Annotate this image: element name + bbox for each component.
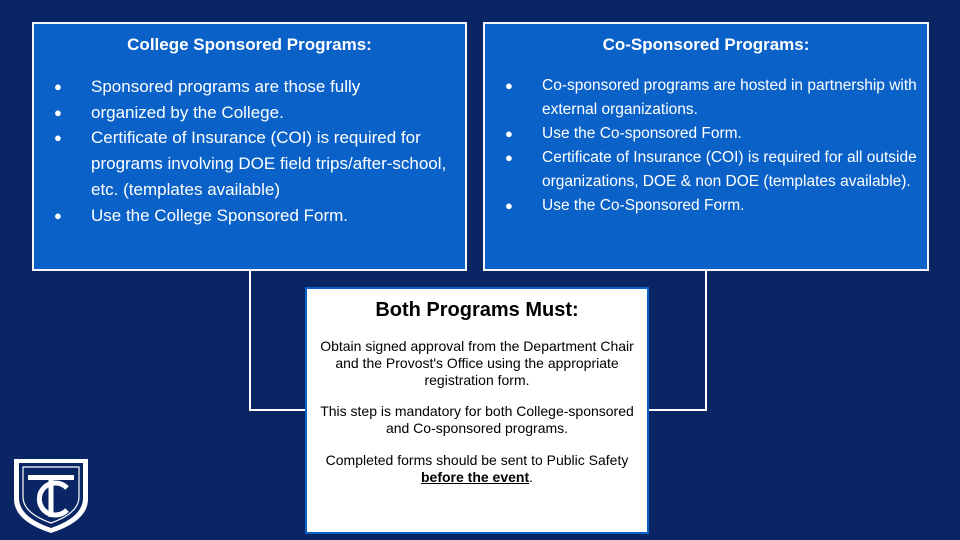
bullet-item: ● Use the College Sponsored Form.	[34, 203, 465, 229]
mandatory-paragraph: This step is mandatory for both College-sponsored and Co-sponsored programs.	[320, 403, 634, 437]
co-sponsored-box	[483, 22, 929, 271]
co-sponsored-title: Co-Sponsored Programs:	[602, 35, 810, 54]
bullet-item: ● Use the Co-Sponsored Form.	[485, 194, 927, 218]
college-sponsored-title: College Sponsored Programs:	[127, 35, 372, 54]
co-sponsored-list	[485, 74, 927, 218]
deadline-emphasis: before the event	[420, 468, 530, 485]
bullet-item: ● Certificate of Insurance (COI) is required for all outside organizations, DOE & non DOE (templates available).	[485, 146, 927, 194]
college-logo-icon	[11, 455, 91, 535]
submission-end: .	[529, 468, 534, 485]
bullet-item: ● organized by the College.	[34, 100, 465, 126]
submission-text: Completed forms should be sent to Public Safety	[325, 451, 629, 468]
submission-paragraph	[315, 452, 639, 486]
approval-paragraph: Obtain signed approval from the Department Chair and the Provost's Office using the appropriate registration form.	[320, 338, 634, 388]
bullet-item: ● Co-sponsored programs are hosted in partnership with external organizations.	[485, 74, 927, 122]
bullet-item: ● Certificate of Insurance (COI) is required for programs involving DOE field trips/after-school, etc. (templates available)	[34, 125, 465, 202]
both-programs-title: Both Programs Must:	[375, 299, 579, 321]
college-sponsored-box	[32, 22, 467, 271]
bullet-item: ● Sponsored programs are those fully	[34, 74, 465, 100]
both-programs-box	[305, 287, 649, 534]
college-sponsored-list	[34, 74, 465, 228]
bullet-item: ● Use the Co-sponsored Form.	[485, 122, 927, 146]
